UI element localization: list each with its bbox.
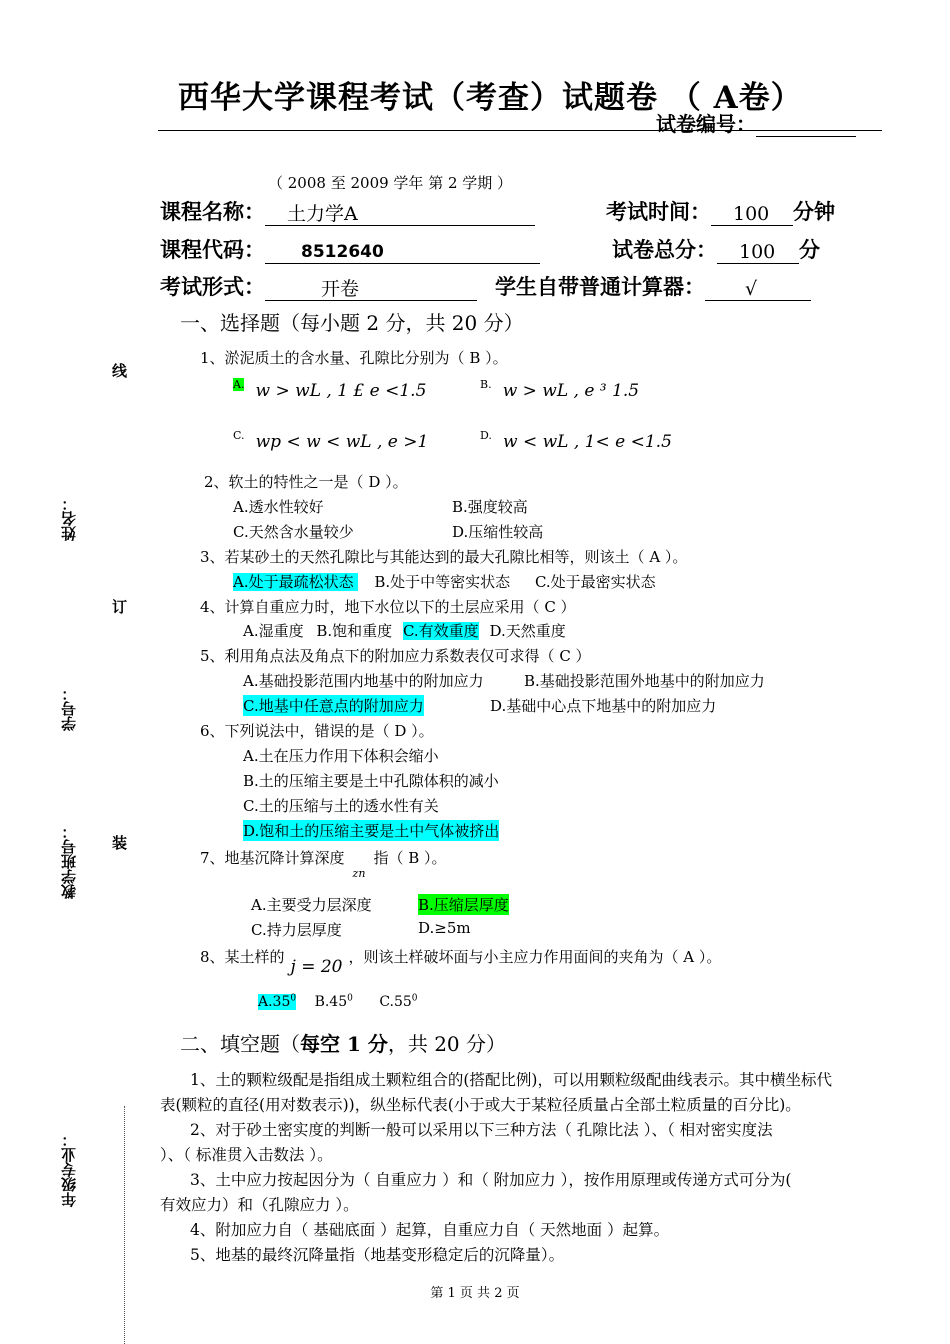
q3-option-c: C.处于最密实状态 (534, 573, 656, 591)
q8-expr: j = 20 (290, 957, 343, 977)
total-score-label: 试卷总分： (612, 237, 717, 262)
academic-year: （ 2008 至 2009 学年 第 2 学期 ） (268, 174, 513, 192)
q5-option-a: A.基础投影范围内地基中的附加应力 (243, 672, 484, 690)
q5-option-c: C.地基中任意点的附加应力 (243, 697, 424, 715)
q8-option-c-deg: 0 (411, 993, 418, 1003)
q4-stem: 4、计算自重应力时，地下水位以下的土层应采用（ C ） (200, 598, 576, 616)
exam-time-unit: 分钟 (793, 199, 835, 224)
major-label: 年级专业： (60, 1132, 78, 1207)
q8-stem (200, 946, 722, 977)
paper-number-blank (756, 118, 856, 137)
binding-mark-line: 线 (112, 362, 128, 380)
exam-time-row (606, 196, 835, 226)
fill-3-line-1: 3、土中应力按起因分为（ 自重应力 ）和（ 附加应力 ），按作用原理或传递方式可分为( (190, 1171, 792, 1189)
header-rule (158, 130, 882, 131)
q1-option-d (480, 424, 672, 452)
q2-option-c: C.天然含水量较少 (233, 523, 354, 541)
course-code-label: 课程代码： (160, 237, 265, 262)
course-code-row (160, 234, 540, 264)
q1-a-mark: A. (233, 378, 245, 391)
q2-option-d: D.压缩性较高 (452, 523, 544, 541)
q6-stem: 6、下列说法中，错误的是（ D ）。 (200, 722, 434, 740)
q4-option-c: C.有效重度 (402, 622, 479, 640)
q8-options (258, 993, 418, 1010)
section-2-title-pre: 二、填空题（ (180, 1032, 300, 1056)
fill-4: 4、附加应力自（ 基础底面 ）起算，自重应力自（ 天然地面 ）起算。 (190, 1221, 670, 1239)
student-name-label: 姓名： (60, 496, 78, 541)
calculator-row (495, 271, 811, 301)
q5-stem: 5、利用角点法及角点下的附加应力系数表仅可求得（ C ） (200, 647, 591, 665)
paper-number (656, 108, 856, 137)
fill-2-line-2: ）、（ 标准贯入击数法 ）。 (160, 1146, 333, 1164)
fill-5: 5、地基的最终沉降量指（地基变形稳定后的沉降量）。 (190, 1246, 565, 1264)
q8-option-a-deg: 0 (290, 993, 297, 1003)
q6-option-a: A.土在压力作用下体积会缩小 (243, 747, 439, 765)
q7-option-a: A.主要受力层深度 (251, 896, 372, 914)
q1-b-expr: w > wL , e ³ 1.5 (502, 381, 640, 401)
q5-option-b: B.基础投影范围外地基中的附加应力 (524, 672, 765, 690)
section-2-title (180, 1028, 506, 1057)
class-number-label: 教学班号： (60, 824, 78, 899)
q1-a-expr: w > wL , 1 £ e <1.5 (255, 381, 427, 401)
exam-time-label: 考试时间： (606, 199, 711, 224)
calculator-value: √ (705, 277, 811, 301)
q1-stem: 1、淤泥质土的含水量、孔隙比分别为（ B ）。 (200, 349, 508, 367)
q1-c-expr: wp < w < wL , e >1 (255, 432, 429, 452)
q8-option-b (315, 994, 353, 1010)
paper-number-label: 试卷编号： (656, 112, 756, 136)
calculator-label: 学生自带普通计算器： (495, 274, 705, 299)
exam-time-value: 100 (711, 202, 793, 226)
q1-option-c (233, 424, 429, 452)
course-name-value: 土力学A (265, 202, 535, 226)
course-name-label: 课程名称： (160, 199, 265, 224)
q8-stem-post: ，则该土样破坏面与小主应力作用面间的夹角为（ A ）。 (348, 948, 722, 966)
q3-stem: 3、若某砂土的天然孔隙比与其能达到的最大孔隙比相等，则该土（ A ）。 (200, 548, 688, 566)
q8-stem-pre: 8、某土样的 (200, 948, 285, 966)
student-number-label: 学号： (60, 686, 78, 731)
section-2-title-bold: 每空 1 分 (300, 1032, 388, 1056)
q4-option-b: B.饱和重度 (316, 622, 393, 640)
exam-form-value: 开卷 (265, 277, 477, 301)
q1-d-expr: w < wL , 1< e <1.5 (503, 432, 672, 452)
q1-b-mark: B. (480, 378, 492, 391)
total-score-row (612, 234, 820, 264)
binding-mark-ding: 订 (112, 598, 128, 616)
q6-option-d: D.饱和土的压缩主要是土中气体被挤出 (243, 822, 500, 840)
q8-option-b-text: B.45 (314, 993, 348, 1010)
q4-option-d: D.天然重度 (489, 622, 566, 640)
section-1-title: 一、选择题（每小题 2 分，共 20 分） (180, 311, 524, 335)
q7-stem-post: 指（ B ）。 (373, 849, 447, 867)
q7-stem-pre: 7、地基沉降计算深度 (200, 849, 345, 867)
fill-1-line-2: 表(颗粒的直径(用对数表示))，纵坐标代表(小于或大于某粒径质量占全部土粒质量的百分比)。 (160, 1096, 801, 1114)
q7-option-b: B.压缩层厚度 (418, 896, 509, 914)
exam-title: 西华大学课程考试（考查）试题卷 （ A卷） (178, 80, 803, 116)
fill-3-line-2: 有效应力）和（孔隙应力 ）。 (160, 1196, 359, 1214)
binding-mark-zhuang: 装 (112, 834, 128, 852)
total-score-unit: 分 (799, 237, 820, 262)
page-footer: 第 1 页 共 2 页 (430, 1286, 520, 1301)
q7-option-d: D.≥5m (418, 919, 471, 937)
q3-options (233, 571, 656, 592)
q6-option-c: C.土的压缩与土的透水性有关 (243, 797, 439, 815)
q4-options (243, 620, 566, 641)
exam-form-label: 考试形式： (160, 274, 265, 299)
q2-stem: 2、软土的特性之一是（ D ）。 (204, 473, 408, 491)
q1-d-mark: D. (480, 429, 492, 442)
q8-option-b-deg: 0 (347, 993, 353, 1003)
q4-option-a: A.湿重度 (243, 622, 304, 640)
exam-form-row (160, 271, 477, 301)
q7-stem (200, 847, 447, 880)
q2-option-b: B.强度较高 (452, 498, 528, 516)
q6-option-b: B.土的压缩主要是土中孔隙体积的减小 (243, 772, 499, 790)
q8-option-a-text: A.35 (258, 993, 291, 1010)
q1-option-b (480, 373, 640, 401)
q8-option-a (258, 994, 296, 1010)
section-2-title-post: ，共 20 分） (387, 1032, 507, 1056)
q3-option-a: A.处于最疏松状态 (233, 573, 359, 591)
q8-option-c-text: C.55 (379, 993, 412, 1010)
q7-symbol: zn (352, 867, 366, 880)
total-score-value: 100 (717, 240, 799, 264)
q2-option-a: A.透水性较好 (233, 498, 324, 516)
q3-option-b: B.处于中等密实状态 (374, 573, 511, 591)
q1-option-a (233, 373, 427, 401)
q8-option-c (379, 994, 417, 1010)
q5-option-d: D.基础中心点下地基中的附加应力 (490, 697, 717, 715)
course-code-value: 8512640 (265, 240, 540, 264)
fill-1-line-1: 1、土的颗粒级配是指组成土颗粒组合的(搭配比例)，可以用颗粒级配曲线表示。其中横坐标代 (190, 1071, 832, 1089)
q7-option-c: C.持力层厚度 (251, 921, 342, 939)
fill-2-line-1: 2、对于砂土密实度的判断一般可以采用以下三种方法（ 孔隙比法 ）、（ 相对密实度法 (190, 1121, 773, 1139)
binding-dotted-line (124, 1106, 125, 1344)
course-name-row (160, 196, 535, 226)
q1-c-mark: C. (233, 429, 245, 442)
